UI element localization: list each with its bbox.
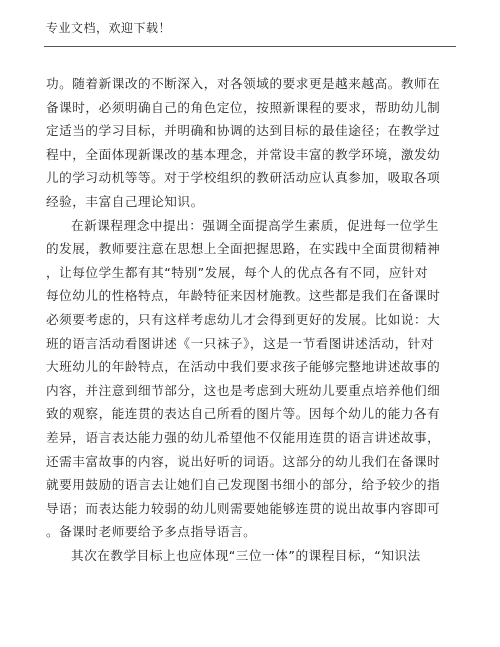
- text-line: 内容，并注意到细节部分，这也是考虑到大班幼儿要重点培养他们细: [46, 382, 441, 398]
- text-line: 定适当的学习目标，并明确和协调的达到目标的最佳途径；在教学过: [46, 123, 441, 139]
- text-line: 每位幼儿的性格特点，年龄特征来因材施教。这些都是我们在备课时: [46, 288, 441, 304]
- text-line: 班的语言活动看图讲述《一只袜子》，这是一节看图讲述活动，针对: [46, 335, 435, 351]
- text-line: 功。随着新课改的不断深入，对各领域的要求更是越来越高。教师在: [46, 76, 441, 91]
- text-line: 。备课时老师要给予多点指导语言。: [46, 524, 257, 540]
- text-line: 大班幼儿的年龄特点，在活动中我们要求孩子能够完整地讲述故事的: [46, 359, 441, 375]
- text-line: 经验，丰富自己理论知识。: [46, 193, 204, 209]
- header-divider: [44, 46, 456, 47]
- paragraph-first-line: 在新课程理念中提出：强调全面提高学生素质，促进每一位学生: [71, 217, 440, 233]
- text-line: 的发展，教师要注意在思想上全面把握思路，在实践中全面贯彻精神: [46, 241, 441, 257]
- text-line: ，让每位学生都有其“特别”发展，每个人的优点各有不同，应针对: [46, 264, 429, 280]
- text-line: 致的观察，能连贯的表达自己所看的图片等。因每个幼儿的能力各有: [46, 406, 441, 422]
- text-line: 程中，全面体现新课改的基本理念，并常设丰富的教学环境，激发幼: [46, 146, 441, 162]
- document-body: [46, 72, 454, 567]
- text-line: 儿的学习动机等等。对于学校组织的教研活动应认真参加，吸取各项: [46, 170, 441, 186]
- paragraph-first-line: 其次在教学目标上也应体现“三位一体”的课程目标，“知识法: [71, 547, 421, 563]
- text-line: 就要用鼓励的语言去让她们自己发现图书细小的部分，给予较少的指: [46, 477, 441, 493]
- text-line: 差异，语言表达能力强的幼儿希望他不仅能用连贯的语言讲述故事，: [46, 429, 441, 445]
- text-line: 备课时，必须明确自己的角色定位，按照新课程的要求，帮助幼儿制: [46, 99, 441, 115]
- text-line: 导语；而表达能力较弱的幼儿则需要她能够连贯的说出故事内容即可: [46, 500, 441, 516]
- text-line: 必须要考虑的，只有这样考虑幼儿才会得到更好的发展。比如说：大: [46, 311, 441, 327]
- page-header: 专业文档，欢迎下载！: [46, 21, 172, 35]
- text-line: 还需丰富故事的内容，说出好听的词语。这部分的幼儿我们在备课时: [46, 453, 441, 469]
